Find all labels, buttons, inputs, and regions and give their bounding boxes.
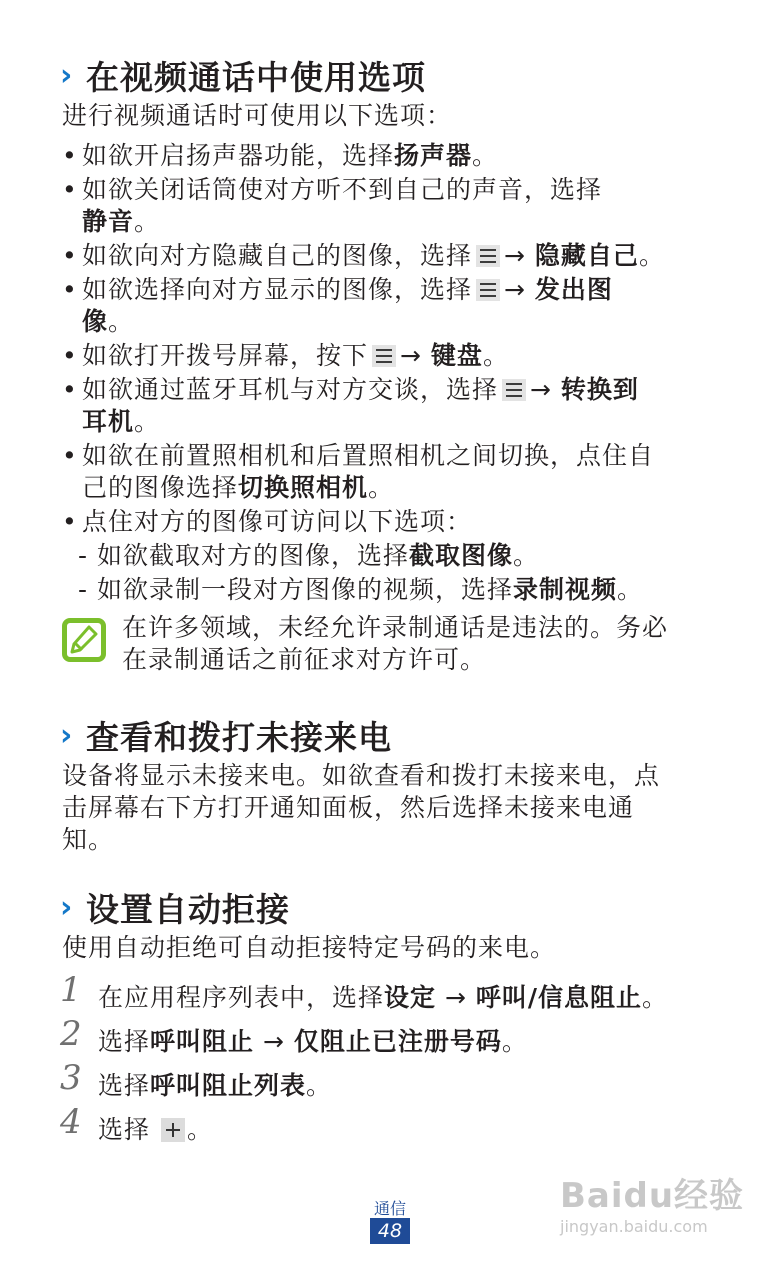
step-number: 1 <box>60 970 82 1010</box>
step-text: 在应用程序列表中，选择设定 → 呼叫/信息阻止。 <box>98 983 669 1012</box>
step-text: 选择呼叫阻止 → 仅阻止已注册号码。 <box>98 1027 528 1056</box>
plus-key-icon <box>161 1118 185 1142</box>
sub-list-item: - 如欲录制一段对方图像的视频，选择录制视频。 <box>78 575 644 604</box>
paragraph-line: 知。 <box>62 825 115 854</box>
menu-key-icon <box>372 345 396 367</box>
section-title-text: 查看和拨打未接来电 <box>86 718 392 757</box>
menu-key-icon <box>476 245 500 267</box>
chevron-right-icon: › <box>60 718 74 753</box>
sub-list-item: - 如欲截取对方的图像，选择截取图像。 <box>78 541 540 570</box>
note-line-2: 在录制通话之前征求对方许可。 <box>122 645 487 674</box>
section-title-text: 设置自动拒接 <box>86 890 290 929</box>
chevron-right-icon: › <box>60 58 74 93</box>
step-number: 2 <box>60 1014 82 1054</box>
menu-key-icon <box>502 379 526 401</box>
section-title-missed-calls <box>60 712 392 759</box>
page-number: 48 <box>370 1218 410 1244</box>
paragraph-line: 设备将显示未接来电。如欲查看和拨打未接来电，点 <box>62 761 661 790</box>
step-number: 4 <box>60 1102 82 1142</box>
paragraph-line: 击屏幕右下方打开通知面板，然后选择未接来电通 <box>62 793 635 822</box>
section-title-auto-reject <box>60 884 290 931</box>
intro-text: 进行视频通话时可使用以下选项： <box>62 101 453 130</box>
section-title-video-options <box>60 52 426 99</box>
step-number: 3 <box>60 1058 82 1098</box>
menu-key-icon <box>476 279 500 301</box>
chevron-right-icon: › <box>60 890 74 925</box>
note-pencil-icon <box>62 618 106 662</box>
footer-chapter-label: 通信 <box>373 1199 406 1218</box>
section-title-text: 在视频通话中使用选项 <box>86 58 426 97</box>
note-line-1: 在许多领域，未经允许录制通话是违法的。务必 <box>122 613 669 642</box>
intro-text: 使用自动拒绝可自动拒接特定号码的来电。 <box>62 933 557 962</box>
step-text: 选择呼叫阻止列表。 <box>98 1071 333 1100</box>
step-text: 选择 。 <box>98 1115 213 1144</box>
baidu-watermark-logo: Baidu经验 jingyan.baidu.com <box>560 1176 745 1236</box>
